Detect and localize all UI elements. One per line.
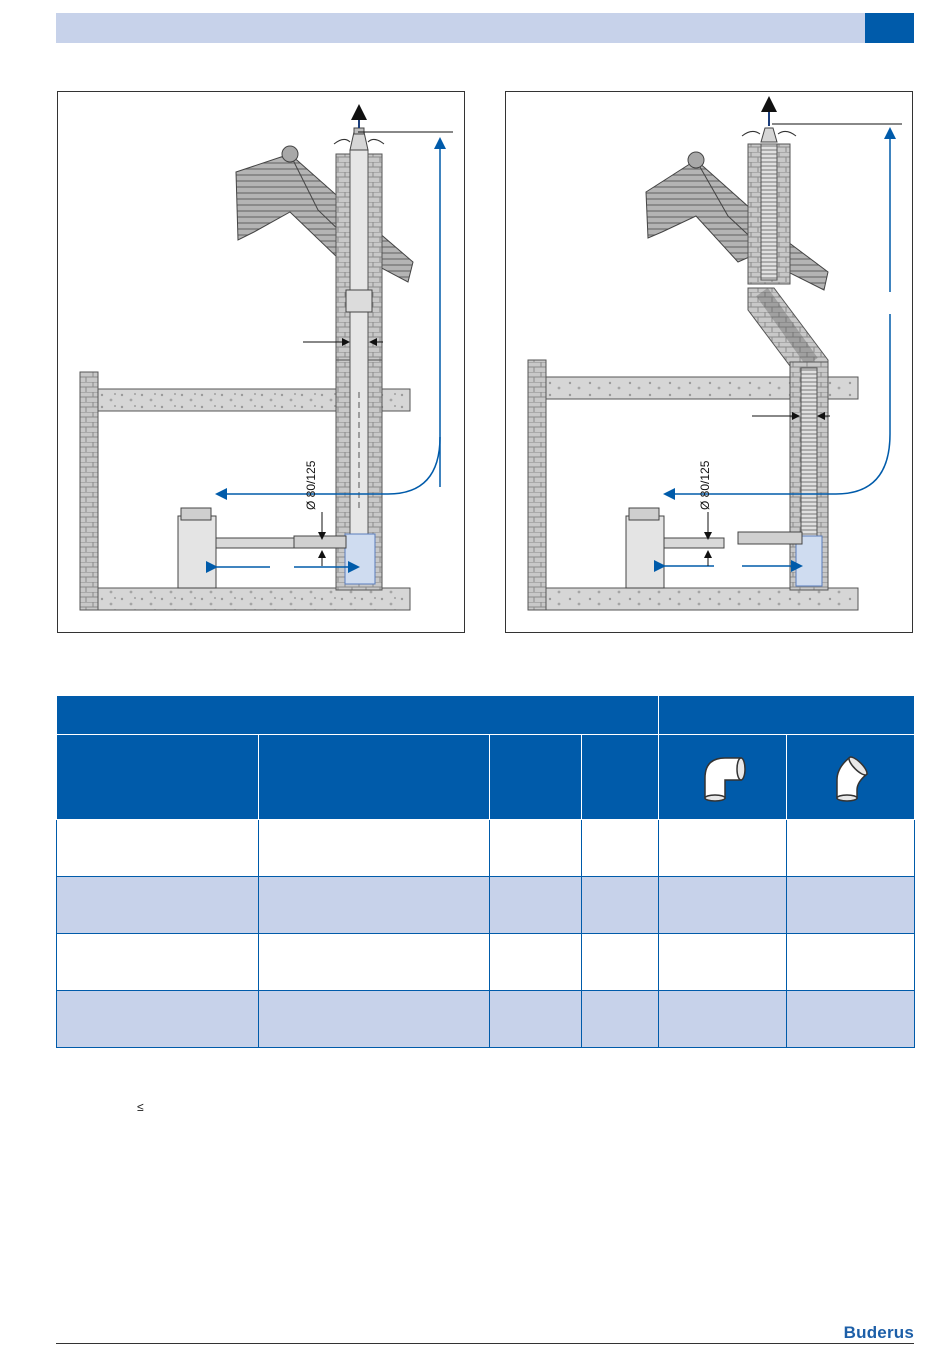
table-cell: [57, 991, 259, 1048]
page-header-tab: [865, 13, 914, 43]
page-header-bar: [56, 13, 865, 43]
table-cell: [490, 934, 582, 991]
table-cell: [259, 991, 490, 1048]
table-cell: [57, 820, 259, 877]
table-cell: [659, 991, 787, 1048]
table-cell: [490, 991, 582, 1048]
table-cell: [659, 934, 787, 991]
table-cell: [787, 820, 915, 877]
table-cell: [787, 991, 915, 1048]
table-cell: [259, 877, 490, 934]
table-col-header-2: [259, 735, 490, 820]
table-row: [57, 877, 915, 934]
brand-logo: Buderus: [843, 1323, 914, 1342]
chimney-illustration-left: [58, 92, 466, 634]
diameter-label-left: Ø 80/125: [304, 460, 318, 510]
table-cell: [787, 877, 915, 934]
chimney-diagram-left: [57, 91, 465, 633]
table-cell: [490, 820, 582, 877]
elbow-45-icon: [825, 750, 877, 802]
table-col-header-elbow-90: [659, 735, 787, 820]
spec-table: [56, 695, 915, 1048]
table-cell: [259, 934, 490, 991]
chimney-diagram-right: [505, 91, 913, 633]
table-header-fittings: [659, 696, 915, 735]
table-cell: [582, 934, 659, 991]
diameter-label-right: Ø 80/125: [698, 460, 712, 510]
table-cell: [57, 934, 259, 991]
table-row: [57, 934, 915, 991]
table-cell: [659, 820, 787, 877]
table-cell: [490, 877, 582, 934]
table-cell: [659, 877, 787, 934]
elbow-90-icon: [697, 750, 749, 802]
table-col-header-1: [57, 735, 259, 820]
table-row: [57, 991, 915, 1048]
table-col-header-3: [490, 735, 582, 820]
table-cell: [57, 877, 259, 934]
table-cell: [259, 820, 490, 877]
table-col-header-4: [582, 735, 659, 820]
footnote-symbol: ≤: [137, 1100, 144, 1114]
table-cell: [582, 877, 659, 934]
footer-rule: [56, 1343, 914, 1344]
table-cell: [582, 820, 659, 877]
chimney-illustration-right: [506, 92, 914, 634]
table-header-main: [57, 696, 659, 735]
table-cell: [582, 991, 659, 1048]
table-row: [57, 820, 915, 877]
table-col-header-elbow-45: [787, 735, 915, 820]
table-cell: [787, 934, 915, 991]
